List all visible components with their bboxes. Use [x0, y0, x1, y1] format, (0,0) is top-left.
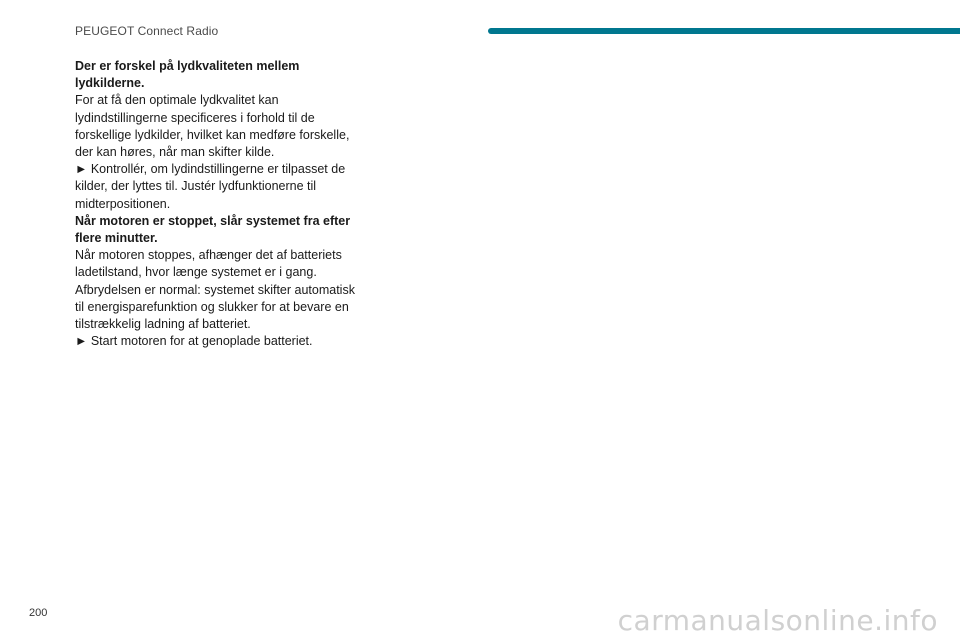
- header-accent-bar: [488, 28, 960, 34]
- paragraph: Afbrydelsen er normal: systemet skifter automatisk til energisparefunktion og slukker for at bevare en tilstrækkelig ladning af batteriet.: [75, 282, 355, 332]
- paragraph: Når motoren stoppes, afhænger det af batteriets ladetilstand, hvor længe systemet er i gang.: [75, 248, 342, 280]
- bullet-instruction: ► Start motoren for at genoplade batteriet.: [75, 334, 313, 349]
- page-number: 200: [29, 607, 48, 619]
- section-heading: Når motoren er stoppet, slår systemet fra efter flere minutter.: [75, 213, 351, 246]
- paragraph: For at få den optimale lydkvalitet kan lydindstillingerne specificeres i forhold til de forskellige lydkilder, hvilket kan medføre forskelle, der kan høres, når man skifter kilde.: [75, 93, 350, 160]
- section-heading: Der er forskel på lydkvaliteten mellem lydkilderne.: [75, 59, 300, 91]
- watermark-logo[interactable]: carmanualsonline.info: [617, 604, 938, 637]
- page-header-title: PEUGEOT Connect Radio: [75, 24, 219, 38]
- main-content: [75, 58, 355, 350]
- bullet-instruction: ► Kontrollér, om lydindstillingerne er tilpasset de kilder, der lyttes til. Justér lydfunktionerne til midterpositionen.: [75, 162, 346, 211]
